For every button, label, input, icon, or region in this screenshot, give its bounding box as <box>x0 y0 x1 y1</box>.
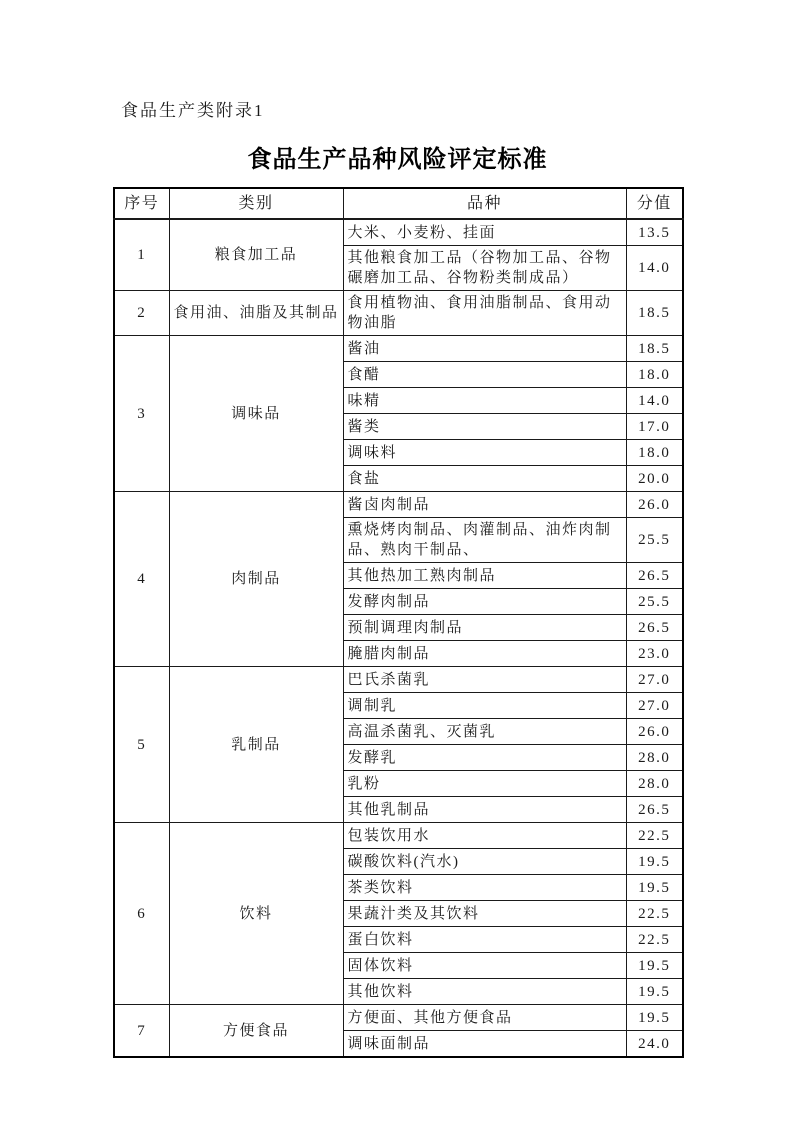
index-cell: 5 <box>114 667 169 823</box>
score-cell: 18.5 <box>626 336 683 362</box>
score-cell: 28.0 <box>626 745 683 771</box>
score-cell: 26.0 <box>626 492 683 518</box>
variety-cell: 调味面制品 <box>343 1031 626 1058</box>
table-row <box>114 823 683 849</box>
index-cell: 7 <box>114 1005 169 1058</box>
score-cell: 26.0 <box>626 719 683 745</box>
table-row <box>114 291 683 336</box>
category-cell: 调味品 <box>169 336 343 492</box>
index-cell: 2 <box>114 291 169 336</box>
variety-cell: 包装饮用水 <box>343 823 626 849</box>
variety-cell: 方便面、其他方便食品 <box>343 1005 626 1031</box>
index-cell: 1 <box>114 219 169 291</box>
variety-cell: 食用植物油、食用油脂制品、食用动物油脂 <box>343 291 626 336</box>
col-header-score: 分值 <box>626 188 683 219</box>
table-row <box>114 667 683 693</box>
score-cell: 28.0 <box>626 771 683 797</box>
category-cell: 食用油、油脂及其制品 <box>169 291 343 336</box>
score-cell: 18.5 <box>626 291 683 336</box>
page-title: 食品生产品种风险评定标准 <box>247 147 548 173</box>
score-cell: 24.0 <box>626 1031 683 1058</box>
variety-cell: 食盐 <box>343 466 626 492</box>
score-cell: 19.5 <box>626 979 683 1005</box>
variety-cell: 巴氏杀菌乳 <box>343 667 626 693</box>
variety-cell: 调制乳 <box>343 693 626 719</box>
score-cell: 19.5 <box>626 953 683 979</box>
category-cell: 肉制品 <box>169 492 343 667</box>
score-cell: 27.0 <box>626 667 683 693</box>
score-cell: 26.5 <box>626 563 683 589</box>
score-cell: 17.0 <box>626 414 683 440</box>
variety-cell: 大米、小麦粉、挂面 <box>343 219 626 246</box>
score-cell: 22.5 <box>626 823 683 849</box>
variety-cell: 其他饮料 <box>343 979 626 1005</box>
score-cell: 27.0 <box>626 693 683 719</box>
score-cell: 26.5 <box>626 797 683 823</box>
category-cell: 饮料 <box>169 823 343 1005</box>
score-cell: 25.5 <box>626 589 683 615</box>
table-row <box>114 492 683 518</box>
variety-cell: 蛋白饮料 <box>343 927 626 953</box>
index-cell: 3 <box>114 336 169 492</box>
score-cell: 26.5 <box>626 615 683 641</box>
variety-cell: 味精 <box>343 388 626 414</box>
variety-cell: 茶类饮料 <box>343 875 626 901</box>
appendix-label: 食品生产类附录1 <box>121 101 265 120</box>
score-cell: 19.5 <box>626 1005 683 1031</box>
col-header-variety: 品种 <box>343 188 626 219</box>
category-cell: 乳制品 <box>169 667 343 823</box>
index-cell: 4 <box>114 492 169 667</box>
variety-cell: 其他粮食加工品（谷物加工品、谷物碾磨加工品、谷物粉类制成品） <box>343 246 626 291</box>
variety-cell: 其他热加工熟肉制品 <box>343 563 626 589</box>
variety-cell: 发酵乳 <box>343 745 626 771</box>
table-body <box>114 219 683 1057</box>
variety-cell: 其他乳制品 <box>343 797 626 823</box>
variety-cell: 乳粉 <box>343 771 626 797</box>
score-cell: 23.0 <box>626 641 683 667</box>
category-cell: 粮食加工品 <box>169 219 343 291</box>
variety-cell: 腌腊肉制品 <box>343 641 626 667</box>
variety-cell: 酱油 <box>343 336 626 362</box>
score-cell: 14.0 <box>626 388 683 414</box>
score-cell: 18.0 <box>626 440 683 466</box>
table-row <box>114 336 683 362</box>
variety-cell: 固体饮料 <box>343 953 626 979</box>
variety-cell: 调味料 <box>343 440 626 466</box>
score-cell: 22.5 <box>626 901 683 927</box>
index-cell: 6 <box>114 823 169 1005</box>
variety-cell: 酱卤肉制品 <box>343 492 626 518</box>
score-cell: 22.5 <box>626 927 683 953</box>
risk-standard-table <box>113 187 684 1058</box>
variety-cell: 果蔬汁类及其饮料 <box>343 901 626 927</box>
col-header-index: 序号 <box>114 188 169 219</box>
header-row <box>114 188 683 219</box>
variety-cell: 食醋 <box>343 362 626 388</box>
score-cell: 19.5 <box>626 849 683 875</box>
category-cell: 方便食品 <box>169 1005 343 1058</box>
table-row <box>114 219 683 246</box>
variety-cell: 预制调理肉制品 <box>343 615 626 641</box>
score-cell: 13.5 <box>626 219 683 246</box>
score-cell: 14.0 <box>626 246 683 291</box>
score-cell: 18.0 <box>626 362 683 388</box>
variety-cell: 发酵肉制品 <box>343 589 626 615</box>
col-header-category: 类别 <box>169 188 343 219</box>
variety-cell: 酱类 <box>343 414 626 440</box>
variety-cell: 碳酸饮料(汽水) <box>343 849 626 875</box>
score-cell: 20.0 <box>626 466 683 492</box>
variety-cell: 熏烧烤肉制品、肉灌制品、油炸肉制品、熟肉干制品、 <box>343 518 626 563</box>
score-cell: 19.5 <box>626 875 683 901</box>
score-cell: 25.5 <box>626 518 683 563</box>
variety-cell: 高温杀菌乳、灭菌乳 <box>343 719 626 745</box>
table-row <box>114 1005 683 1031</box>
table-header <box>114 188 683 219</box>
